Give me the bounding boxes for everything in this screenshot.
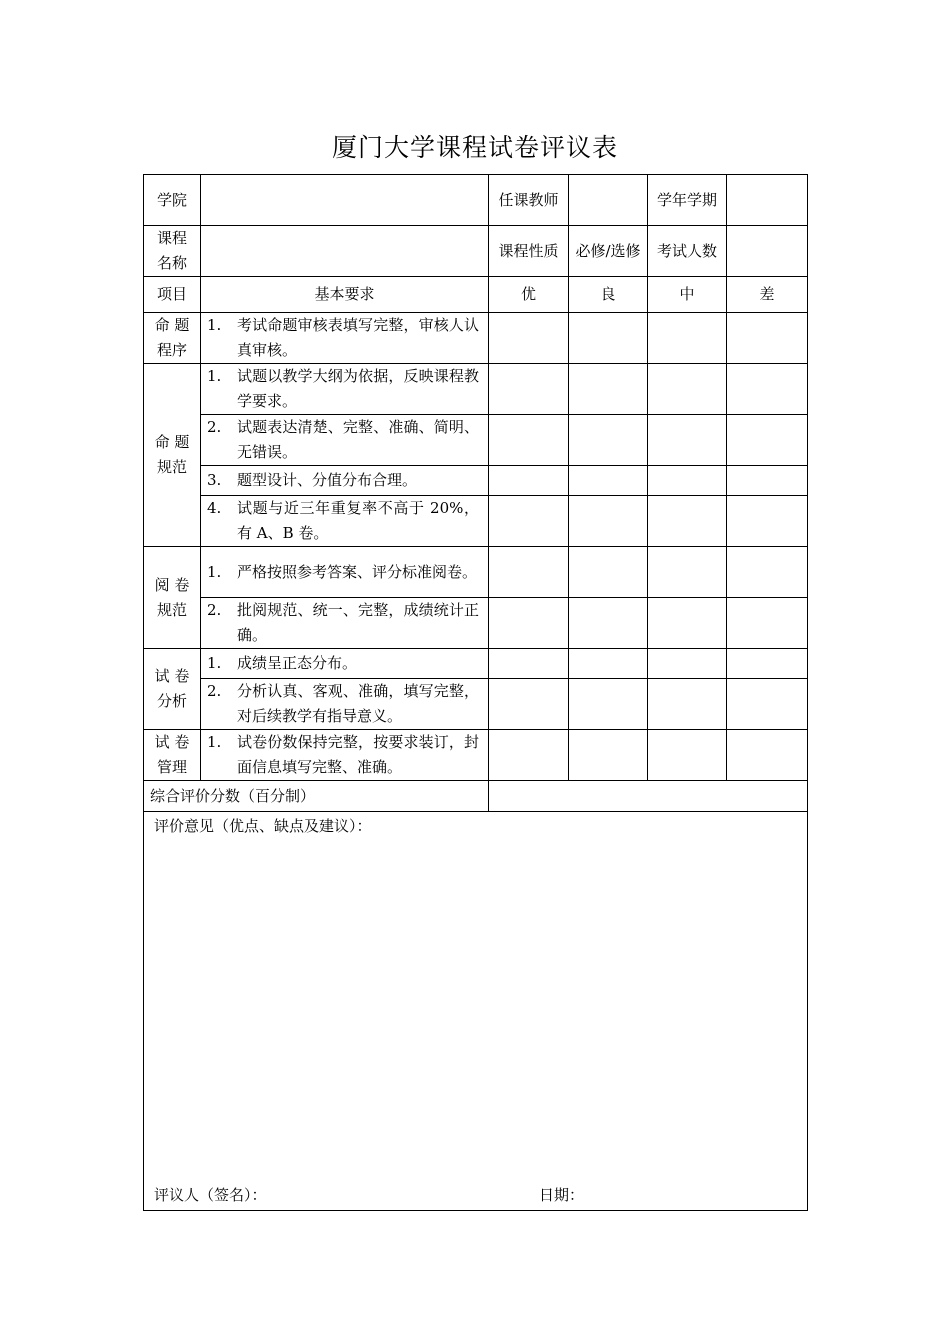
requirement-cell <box>201 496 489 547</box>
good-header: 良 <box>569 277 648 313</box>
rating-good[interactable] <box>569 466 648 496</box>
item-number: 1. <box>207 654 222 672</box>
table-row <box>144 547 808 598</box>
requirements-header: 基本要求 <box>201 277 489 313</box>
rating-poor[interactable] <box>727 466 808 496</box>
rating-good[interactable] <box>569 415 648 466</box>
teacher-label: 任课教师 <box>489 175 569 226</box>
rating-excellent[interactable] <box>489 313 569 364</box>
rating-poor[interactable] <box>727 649 808 679</box>
excellent-header: 优 <box>489 277 569 313</box>
item-number: 4. <box>207 499 222 517</box>
rating-poor[interactable] <box>727 415 808 466</box>
remarks-label: 评价意见（优点、缺点及建议）： <box>154 817 372 835</box>
rating-excellent[interactable] <box>489 598 569 649</box>
rating-excellent[interactable] <box>489 364 569 415</box>
item-number: 2. <box>207 682 222 700</box>
item-number: 1. <box>207 316 222 334</box>
rating-excellent[interactable] <box>489 466 569 496</box>
course-label: 课程名称 <box>144 226 201 277</box>
rating-poor[interactable] <box>727 598 808 649</box>
rating-good[interactable] <box>569 730 648 781</box>
item-text: 题型设计、分值分布合理。 <box>237 471 418 489</box>
table-row <box>144 730 808 781</box>
item-number: 1. <box>207 733 222 751</box>
evaluation-form <box>143 174 808 1211</box>
remarks-field[interactable] <box>144 812 808 1211</box>
rating-medium[interactable] <box>648 466 727 496</box>
item-number: 2. <box>207 418 222 436</box>
section-category: 试 卷 管理 <box>144 730 201 781</box>
rating-medium[interactable] <box>648 649 727 679</box>
rating-poor[interactable] <box>727 313 808 364</box>
section-category: 命 题 程序 <box>144 313 201 364</box>
rating-good[interactable] <box>569 547 648 598</box>
rating-poor[interactable] <box>727 496 808 547</box>
requirement-cell <box>201 679 489 730</box>
item-number: 3. <box>207 471 222 489</box>
score-field[interactable] <box>489 781 808 812</box>
rating-good[interactable] <box>569 496 648 547</box>
requirement-cell <box>201 415 489 466</box>
rating-good[interactable] <box>569 598 648 649</box>
rating-medium[interactable] <box>648 313 727 364</box>
rating-good[interactable] <box>569 313 648 364</box>
nature-value: 必修/选修 <box>569 226 648 277</box>
rating-excellent[interactable] <box>489 415 569 466</box>
college-field[interactable] <box>201 175 489 226</box>
teacher-field[interactable] <box>569 175 648 226</box>
date-label: 日期： <box>539 1186 585 1204</box>
table-row <box>144 598 808 649</box>
rating-medium[interactable] <box>648 730 727 781</box>
header-row-2 <box>144 226 808 277</box>
rating-good[interactable] <box>569 649 648 679</box>
rating-medium[interactable] <box>648 415 727 466</box>
item-number: 2. <box>207 601 222 619</box>
rating-excellent[interactable] <box>489 730 569 781</box>
rating-excellent[interactable] <box>489 547 569 598</box>
item-text: 试题与近三年重复率不高于 20%，有 A、B 卷。 <box>237 499 479 542</box>
rating-excellent[interactable] <box>489 496 569 547</box>
course-field[interactable] <box>201 226 489 277</box>
rating-poor[interactable] <box>727 547 808 598</box>
column-header-row <box>144 277 808 313</box>
college-label: 学院 <box>144 175 201 226</box>
section-category: 阅 卷 规范 <box>144 547 201 649</box>
requirement-cell <box>201 364 489 415</box>
item-text: 试题以教学大纲为依据，反映课程教学要求。 <box>237 367 479 410</box>
rating-poor[interactable] <box>727 679 808 730</box>
item-text: 批阅规范、统一、完整，成绩统计正确。 <box>237 601 479 644</box>
requirement-cell <box>201 313 489 364</box>
item-number: 1. <box>207 367 222 385</box>
rating-good[interactable] <box>569 364 648 415</box>
requirement-cell <box>201 466 489 496</box>
item-number: 1. <box>207 562 222 581</box>
rating-medium[interactable] <box>648 547 727 598</box>
rating-poor[interactable] <box>727 730 808 781</box>
table-row <box>144 679 808 730</box>
table-row <box>144 415 808 466</box>
nature-label: 课程性质 <box>489 226 569 277</box>
table-row <box>144 313 808 364</box>
header-row-1 <box>144 175 808 226</box>
rating-medium[interactable] <box>648 364 727 415</box>
item-header: 项目 <box>144 277 201 313</box>
table-row <box>144 496 808 547</box>
table-row <box>144 364 808 415</box>
count-label: 考试人数 <box>648 226 727 277</box>
section-category: 试 卷 分析 <box>144 649 201 730</box>
rating-medium[interactable] <box>648 679 727 730</box>
score-row <box>144 781 808 812</box>
requirement-cell <box>201 598 489 649</box>
signature-label: 评议人（签名）： <box>154 1186 267 1204</box>
rating-medium[interactable] <box>648 598 727 649</box>
rating-medium[interactable] <box>648 496 727 547</box>
year-field[interactable] <box>727 175 808 226</box>
item-text: 试题表达清楚、完整、准确、简明、无错误。 <box>237 418 479 461</box>
year-label: 学年学期 <box>648 175 727 226</box>
section-category: 命 题 规范 <box>144 364 201 547</box>
item-text: 分析认真、客观、准确，填写完整，对后续教学有指导意义。 <box>237 682 479 725</box>
rating-good[interactable] <box>569 679 648 730</box>
item-text: 考试命题审核表填写完整，审核人认真审核。 <box>237 316 479 359</box>
rating-poor[interactable] <box>727 364 808 415</box>
page-title: 厦门大学课程试卷评议表 <box>331 133 618 162</box>
table-row <box>144 649 808 679</box>
rating-excellent[interactable] <box>489 679 569 730</box>
item-text: 试卷份数保持完整，按要求装订，封面信息填写完整、准确。 <box>237 733 479 776</box>
table-row <box>144 466 808 496</box>
medium-header: 中 <box>648 277 727 313</box>
requirement-cell <box>201 730 489 781</box>
item-text: 严格按照参考答案、评分标准阅卷。 <box>237 562 478 581</box>
item-text: 成绩呈正态分布。 <box>237 654 358 672</box>
requirement-cell <box>201 649 489 679</box>
requirement-cell <box>201 547 489 598</box>
remarks-row <box>144 812 808 1211</box>
rating-excellent[interactable] <box>489 649 569 679</box>
count-field[interactable] <box>727 226 808 277</box>
poor-header: 差 <box>727 277 808 313</box>
score-label: 综合评价分数（百分制） <box>144 781 489 812</box>
